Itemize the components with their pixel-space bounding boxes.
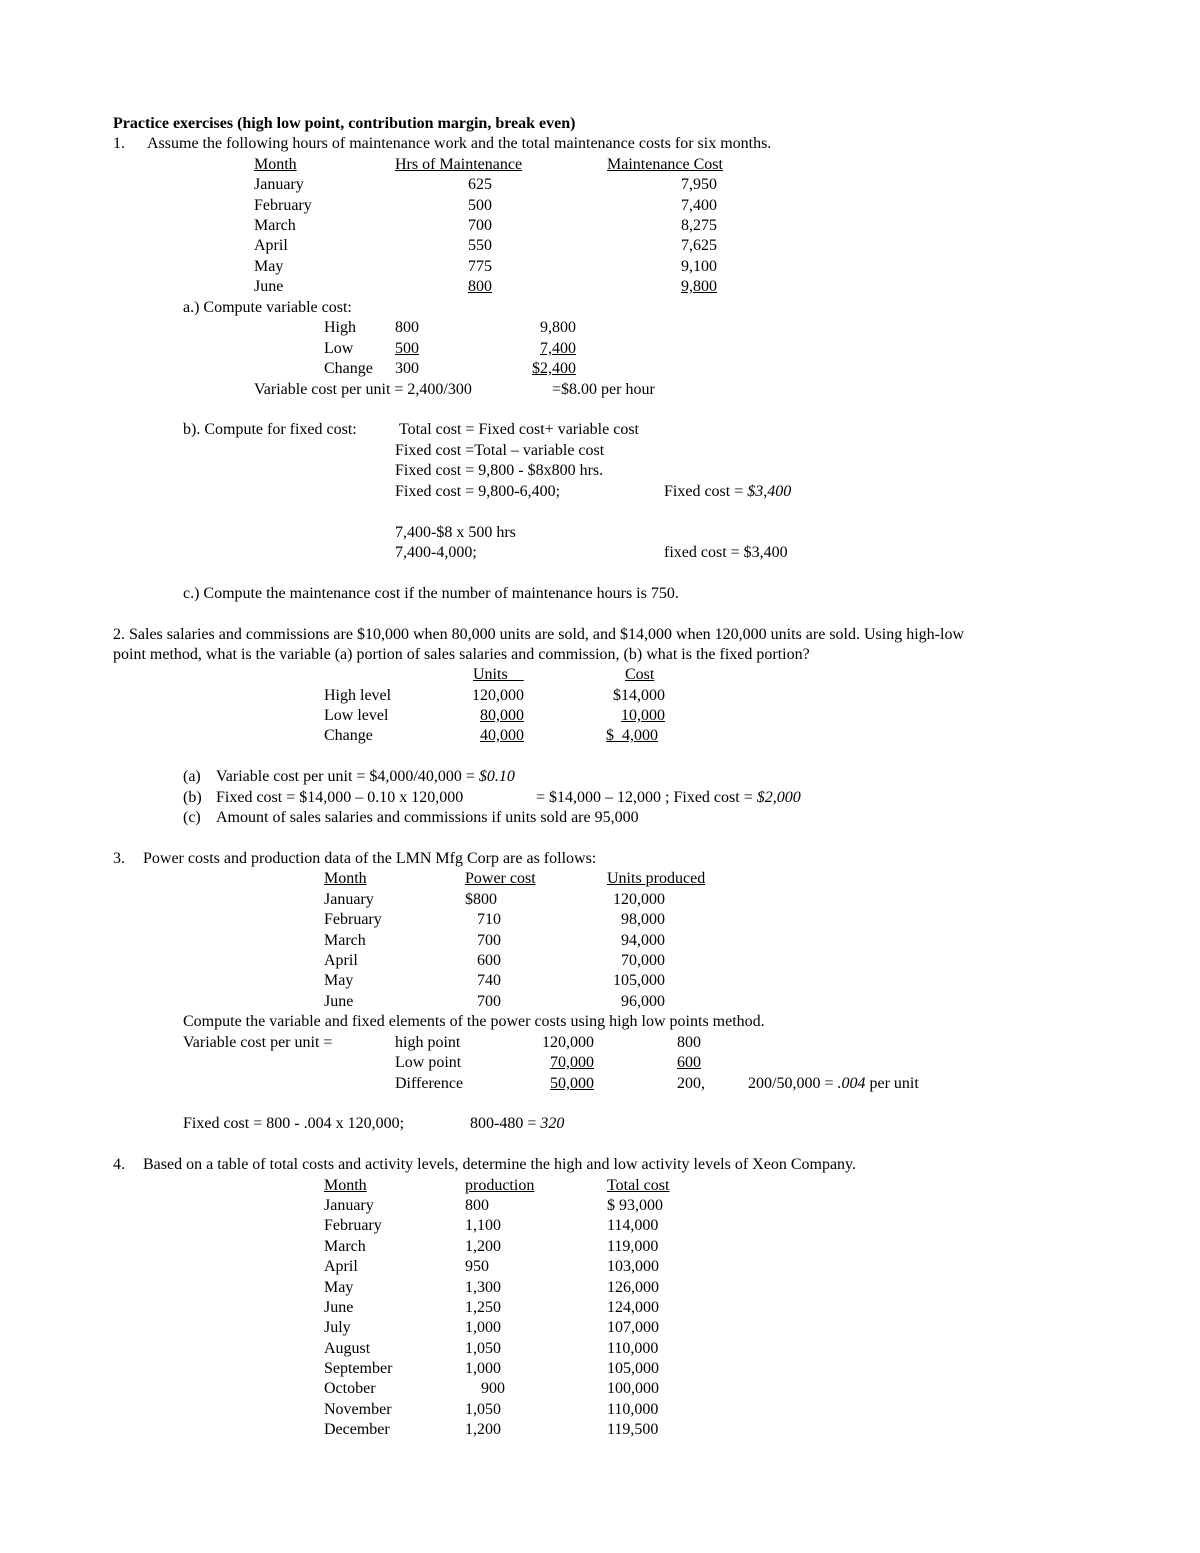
q3-header-month: Month xyxy=(324,870,367,887)
q3-variable-cost-label: Variable cost per unit = xyxy=(183,1034,333,1051)
q2-text-line1: 2. Sales salaries and commissions are $10,000 when 80,000 units are sold, and $14,000 when 120,000 units are sold. Using high-low xyxy=(113,626,964,643)
q1-row-month: March xyxy=(254,217,296,234)
q4-row-total-cost: 100,000 xyxy=(607,1380,659,1397)
q4-header-month: Month xyxy=(324,1177,367,1194)
q2-header-cost: Cost xyxy=(625,666,655,683)
q4-row-production: 950 xyxy=(465,1258,489,1275)
q3-row-month: June xyxy=(324,993,354,1010)
q3-vc-unit: per unit xyxy=(865,1075,919,1092)
q2-row-cost: $14,000 xyxy=(613,687,665,704)
q4-row-total-cost: 107,000 xyxy=(607,1319,659,1336)
q1-b-alt-line: 7,400-4,000; xyxy=(395,544,477,561)
q2-marker-a: (a) xyxy=(183,768,201,785)
q3-fc2: 800-480 = xyxy=(470,1115,541,1132)
q4-row-month: September xyxy=(324,1360,393,1377)
q1-row-cost: 7,400 xyxy=(681,197,717,214)
q1-row-hours: 550 xyxy=(468,237,492,254)
q4-row-production: 1,000 xyxy=(465,1360,501,1377)
q3-instruction: Compute the variable and fixed elements of the power costs using high low points method. xyxy=(183,1013,765,1030)
q4-row-total-cost: 124,000 xyxy=(607,1299,659,1316)
q1-a-variable-cost: Variable cost per unit = 2,400/300 xyxy=(254,381,472,398)
q1-header-hours: Hrs of Maintenance xyxy=(395,156,523,173)
q1-a-row-cost xyxy=(505,339,576,359)
q3-hl-cost: 800 xyxy=(677,1034,701,1051)
q3-row-month: April xyxy=(324,952,358,969)
q1-row-month: April xyxy=(254,237,288,254)
q4-row-total-cost: 103,000 xyxy=(607,1258,659,1275)
q3-row-month: May xyxy=(324,972,354,989)
q4-row-month: May xyxy=(324,1279,354,1296)
q1-a-row-label: Change xyxy=(324,360,373,377)
q4-row-production: 900 xyxy=(481,1380,505,1397)
q3-fc-value: 320 xyxy=(540,1115,565,1132)
q3-row-power: 700 xyxy=(477,932,501,949)
q3-fixed-cost-result xyxy=(470,1114,564,1134)
q3-row-power: 700 xyxy=(477,993,501,1010)
q3-hl-label: Low point xyxy=(395,1054,462,1071)
q3-row-power: 710 xyxy=(477,911,501,928)
q1-row-hours: 625 xyxy=(468,176,492,193)
q3-row-units: 120,000 xyxy=(613,891,665,908)
q1-a-row-cost xyxy=(505,359,576,379)
q2-marker-b: (b) xyxy=(183,789,202,806)
q4-row-total-cost: 105,000 xyxy=(607,1360,659,1377)
q1-b-line: Total cost = Fixed cost+ variable cost xyxy=(399,421,639,438)
q2-row-cost: 10,000 xyxy=(621,707,665,724)
q2-row-label: Low level xyxy=(324,707,389,724)
q1-part-b-label: b). Compute for fixed cost: xyxy=(183,421,357,438)
q3-row-units: 70,000 xyxy=(621,952,665,969)
q2-row-units: 120,000 xyxy=(472,687,524,704)
q1-a-row-hours: 300 xyxy=(395,360,419,377)
q2-part-b-text: Fixed cost = $14,000 – 0.10 x 120,000 xyxy=(216,789,464,806)
q3-header-power: Power cost xyxy=(465,870,536,887)
q3-row-power: $800 xyxy=(465,891,497,908)
q1-row-month: January xyxy=(254,176,304,193)
q1-b-line: Fixed cost = 9,800 - $8x800 hrs. xyxy=(395,462,604,479)
q3-hl-label: Difference xyxy=(395,1075,464,1092)
q2-part-a xyxy=(216,767,515,787)
q4-row-production: 1,200 xyxy=(465,1421,501,1438)
q1-a-row-cost-value: $2,400 xyxy=(532,360,576,377)
q1-row-hours-value: 800 xyxy=(468,278,492,295)
q4-row-total-cost: 114,000 xyxy=(607,1217,659,1234)
q3-hl-label: high point xyxy=(395,1034,461,1051)
q2-part-b-value: $2,000 xyxy=(756,789,801,806)
q4-row-month: April xyxy=(324,1258,358,1275)
q1-row-hours: 500 xyxy=(468,197,492,214)
q4-row-total-cost: 119,500 xyxy=(607,1421,659,1438)
q1-b-alt-line: 7,400-$8 x 500 hrs xyxy=(395,524,516,541)
q2-row-label: High level xyxy=(324,687,392,704)
q4-row-month: June xyxy=(324,1299,354,1316)
q4-row-month: January xyxy=(324,1197,374,1214)
q1-row-cost: 8,275 xyxy=(681,217,717,234)
q2-text-line2: point method, what is the variable (a) portion of sales salaries and commission, (b) what is the fixed portion? xyxy=(113,646,810,663)
q1-part-c-label: c.) Compute the maintenance cost if the number of maintenance hours is 750. xyxy=(183,585,679,602)
q1-b-fixed-cost-1 xyxy=(664,482,791,502)
q4-row-production: 1,100 xyxy=(465,1217,501,1234)
q4-row-month: February xyxy=(324,1217,382,1234)
q3-number: 3. xyxy=(113,850,125,867)
q2-row-cost: $ 4,000 xyxy=(606,727,658,744)
q3-text: Power costs and production data of the LMN Mfg Corp are as follows: xyxy=(143,850,597,867)
q1-row-month: February xyxy=(254,197,312,214)
q1-row-cost: 7,625 xyxy=(681,237,717,254)
q1-b-fixed-cost-2: fixed cost = $3,400 xyxy=(664,544,788,561)
q2-row-units: 80,000 xyxy=(480,707,524,724)
q1-a-variable-cost-result: =$8.00 per hour xyxy=(552,381,655,398)
q1-a-row-label: High xyxy=(324,319,356,336)
q1-b-line: Fixed cost =Total – variable cost xyxy=(395,442,605,459)
q1-row-hours: 775 xyxy=(468,258,492,275)
q2-part-b-result xyxy=(536,788,801,808)
q4-row-production: 1,250 xyxy=(465,1299,501,1316)
q4-row-production: 1,050 xyxy=(465,1340,501,1357)
q3-row-units: 94,000 xyxy=(621,932,665,949)
q4-row-total-cost: 126,000 xyxy=(607,1279,659,1296)
q2-row-label: Change xyxy=(324,727,373,744)
q4-row-month: November xyxy=(324,1401,392,1418)
q1-row-cost: 7,950 xyxy=(681,176,717,193)
q4-row-month: March xyxy=(324,1238,366,1255)
q4-row-total-cost: 110,000 xyxy=(607,1340,659,1357)
q4-row-month: December xyxy=(324,1421,390,1438)
q1-a-row-hours: 800 xyxy=(395,319,419,336)
q4-row-month: July xyxy=(324,1319,351,1336)
q4-row-production: 1,300 xyxy=(465,1279,501,1296)
q4-header-production: production xyxy=(465,1177,535,1194)
q4-row-month: October xyxy=(324,1380,376,1397)
q3-hl-cost: 200, xyxy=(677,1075,705,1092)
q4-row-total-cost: 110,000 xyxy=(607,1401,659,1418)
q3-hl-cost: 600 xyxy=(677,1054,701,1071)
q3-row-units: 96,000 xyxy=(621,993,665,1010)
q4-row-month: August xyxy=(324,1340,371,1357)
q4-row-total-cost: 119,000 xyxy=(607,1238,659,1255)
q1-row-cost xyxy=(640,277,717,297)
q3-row-units: 98,000 xyxy=(621,911,665,928)
q3-header-units: Units produced xyxy=(607,870,706,887)
q1-a-row-hours: 500 xyxy=(395,340,419,357)
q3-row-power: 740 xyxy=(477,972,501,989)
q3-hl-units: 120,000 xyxy=(542,1034,594,1051)
q1-b-fixed-cost-1-value: $3,400 xyxy=(747,483,792,500)
q3-variable-cost-calc xyxy=(748,1074,919,1094)
q1-header-cost: Maintenance Cost xyxy=(607,156,723,173)
q4-text: Based on a table of total costs and activity levels, determine the high and low activity levels of Xeon Company. xyxy=(143,1156,856,1173)
q1-header-month: Month xyxy=(254,156,297,173)
q4-header-total-cost: Total cost xyxy=(607,1177,670,1194)
q1-a-row-cost: 9,800 xyxy=(540,319,576,336)
q2-part-c-text: Amount of sales salaries and commissions if units sold are 95,000 xyxy=(216,809,639,826)
q3-vc-value: .004 xyxy=(837,1075,866,1092)
q3-row-units: 105,000 xyxy=(613,972,665,989)
q4-number: 4. xyxy=(113,1156,125,1173)
q1-a-row-label: Low xyxy=(324,340,354,357)
q1-a-row-cost-value: 7,400 xyxy=(540,340,576,357)
q1-part-a-label: a.) Compute variable cost: xyxy=(183,299,352,316)
q4-row-production: 1,200 xyxy=(465,1238,501,1255)
q3-fixed-cost: Fixed cost = 800 - .004 x 120,000; xyxy=(183,1115,405,1132)
q1-row-cost: 9,100 xyxy=(681,258,717,275)
q3-row-power: 600 xyxy=(477,952,501,969)
q3-row-month: March xyxy=(324,932,366,949)
q1-text: Assume the following hours of maintenance work and the total maintenance costs for six months. xyxy=(147,135,772,152)
q1-b-line: Fixed cost = 9,800-6,400; xyxy=(395,483,561,500)
q3-vc-calc: 200/50,000 = xyxy=(748,1075,838,1092)
q3-hl-units: 70,000 xyxy=(550,1054,594,1071)
page-title: Practice exercises (high low point, contribution margin, break even) xyxy=(113,115,576,132)
q1-row-month: May xyxy=(254,258,284,275)
q3-hl-units: 50,000 xyxy=(550,1075,594,1092)
q2-part-a-text: Variable cost per unit = $4,000/40,000 = xyxy=(216,768,479,785)
q3-row-month: January xyxy=(324,891,374,908)
q4-row-production: 800 xyxy=(465,1197,489,1214)
q2-marker-c: (c) xyxy=(183,809,201,826)
q1-row-month: June xyxy=(254,278,284,295)
q1-row-cost-value: 9,800 xyxy=(681,278,717,295)
q4-row-production: 1,050 xyxy=(465,1401,501,1418)
q1-row-hours xyxy=(430,277,492,297)
q2-part-a-value: $0.10 xyxy=(478,768,515,785)
q1-row-hours: 700 xyxy=(468,217,492,234)
q2-row-units: 40,000 xyxy=(480,727,524,744)
q4-row-production: 1,000 xyxy=(465,1319,501,1336)
q1-b-fixed-cost-1-label: Fixed cost = xyxy=(664,483,748,500)
q2-part-b-text2: = $14,000 – 12,000 ; Fixed cost = xyxy=(536,789,757,806)
q3-row-month: February xyxy=(324,911,382,928)
q2-header-units: Units__ xyxy=(473,666,524,683)
q4-row-total-cost: $ 93,000 xyxy=(607,1197,663,1214)
q1-number: 1. xyxy=(113,135,125,152)
